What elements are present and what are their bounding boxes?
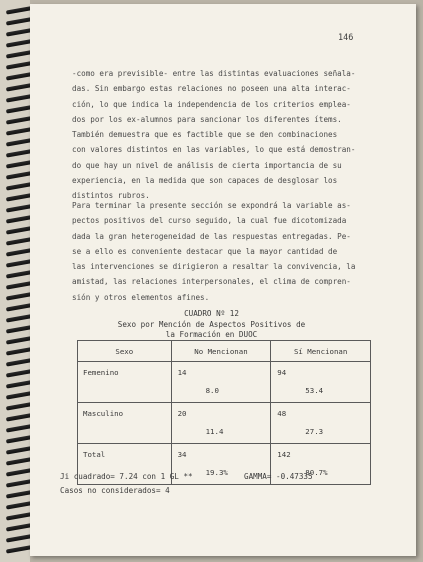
table-subtitle-line1: Sexo por Mención de Aspectos Positivos de xyxy=(117,320,306,329)
text-line: distintos rubros. xyxy=(72,191,150,201)
table-header-row xyxy=(78,341,371,362)
row-label-cell xyxy=(78,362,172,403)
text-line: do que hay un nivel de análisis de cierta importancia de su xyxy=(72,160,342,170)
column-header-sexo: Sexo xyxy=(78,341,172,362)
paragraph-2 xyxy=(72,198,367,305)
column-header-si-mencionan: Sí Mencionan xyxy=(271,341,371,362)
text-line: experiencia, en la medida que son capaces de desglosar los xyxy=(72,176,338,186)
text-line: ción, lo que indica la independencia de los criterios emplea- xyxy=(72,99,351,109)
chi-square-note: Ji cuadrado= 7.24 con 1 GL ** xyxy=(60,472,193,481)
si-mencionan-cell xyxy=(271,362,371,403)
table-subtitle-line2: la Formación en DUOC xyxy=(165,330,258,339)
text-line: las intervenciones se dirigieron a resaltar la convivencia, la xyxy=(72,262,356,272)
row-label-cell xyxy=(78,403,172,444)
text-line: se a ello es conveniente destacar que la mayor cantidad de xyxy=(72,246,338,256)
row-label: Masculino xyxy=(83,409,124,418)
count-value: 14 xyxy=(177,368,187,377)
text-line: sión y otros elementos afines. xyxy=(72,292,210,302)
count-value: 142 xyxy=(277,450,291,459)
table-title: CUADRO Nº 12 xyxy=(184,309,239,318)
percent-value: 53.4 xyxy=(305,386,324,395)
spiral-binding xyxy=(0,0,30,562)
text-line: dada la gran heterogeneidad de las respuestas entregadas. Pe- xyxy=(72,231,351,241)
percent-value: 8.0 xyxy=(205,386,219,395)
percent-value: 80.7% xyxy=(305,468,328,477)
count-value: 34 xyxy=(177,450,187,459)
table-row xyxy=(78,403,371,444)
text-line: das. Sin embargo estas relaciones no poseen una alta interac- xyxy=(72,84,351,94)
column-header-no-mencionan: No Mencionan xyxy=(171,341,271,362)
no-mencionan-cell xyxy=(171,362,271,403)
text-line: -como era previsible- entre las distintas evaluaciones señala- xyxy=(72,69,356,78)
table-row xyxy=(78,362,371,403)
count-value: 20 xyxy=(177,409,187,418)
paragraph-1 xyxy=(72,66,367,204)
gamma-note: GAMMA= -0.47335 xyxy=(244,472,313,481)
si-mencionan-cell xyxy=(271,403,371,444)
percent-value: 27.3 xyxy=(305,427,324,436)
percent-value: 19.3% xyxy=(205,468,228,477)
row-label: Femenino xyxy=(83,368,119,377)
text-line: dos por los ex-alumnos para sancionar los diferentes ítems. xyxy=(72,114,342,124)
count-value: 94 xyxy=(277,368,287,377)
text-line: pectos positivos del curso seguido, la cual fue dicotomizada xyxy=(72,216,347,226)
text-line: También demuestra que es factible que se den combinaciones xyxy=(72,130,338,140)
text-line: con valores distintos en las variables, lo que está demostran- xyxy=(72,145,356,155)
crosstab-table xyxy=(77,340,371,485)
text-line: amistad, las relaciones interpersonales, el clima de compren- xyxy=(72,277,351,287)
excluded-cases-note: Casos no considerados= 4 xyxy=(60,486,170,495)
text-line: Para terminar la presente sección se expondrá la variable as- xyxy=(72,201,351,210)
page-number: 146 xyxy=(338,33,354,43)
no-mencionan-cell xyxy=(171,403,271,444)
count-value: 48 xyxy=(277,409,287,418)
percent-value: 11.4 xyxy=(205,427,224,436)
row-label: Total xyxy=(83,450,106,459)
